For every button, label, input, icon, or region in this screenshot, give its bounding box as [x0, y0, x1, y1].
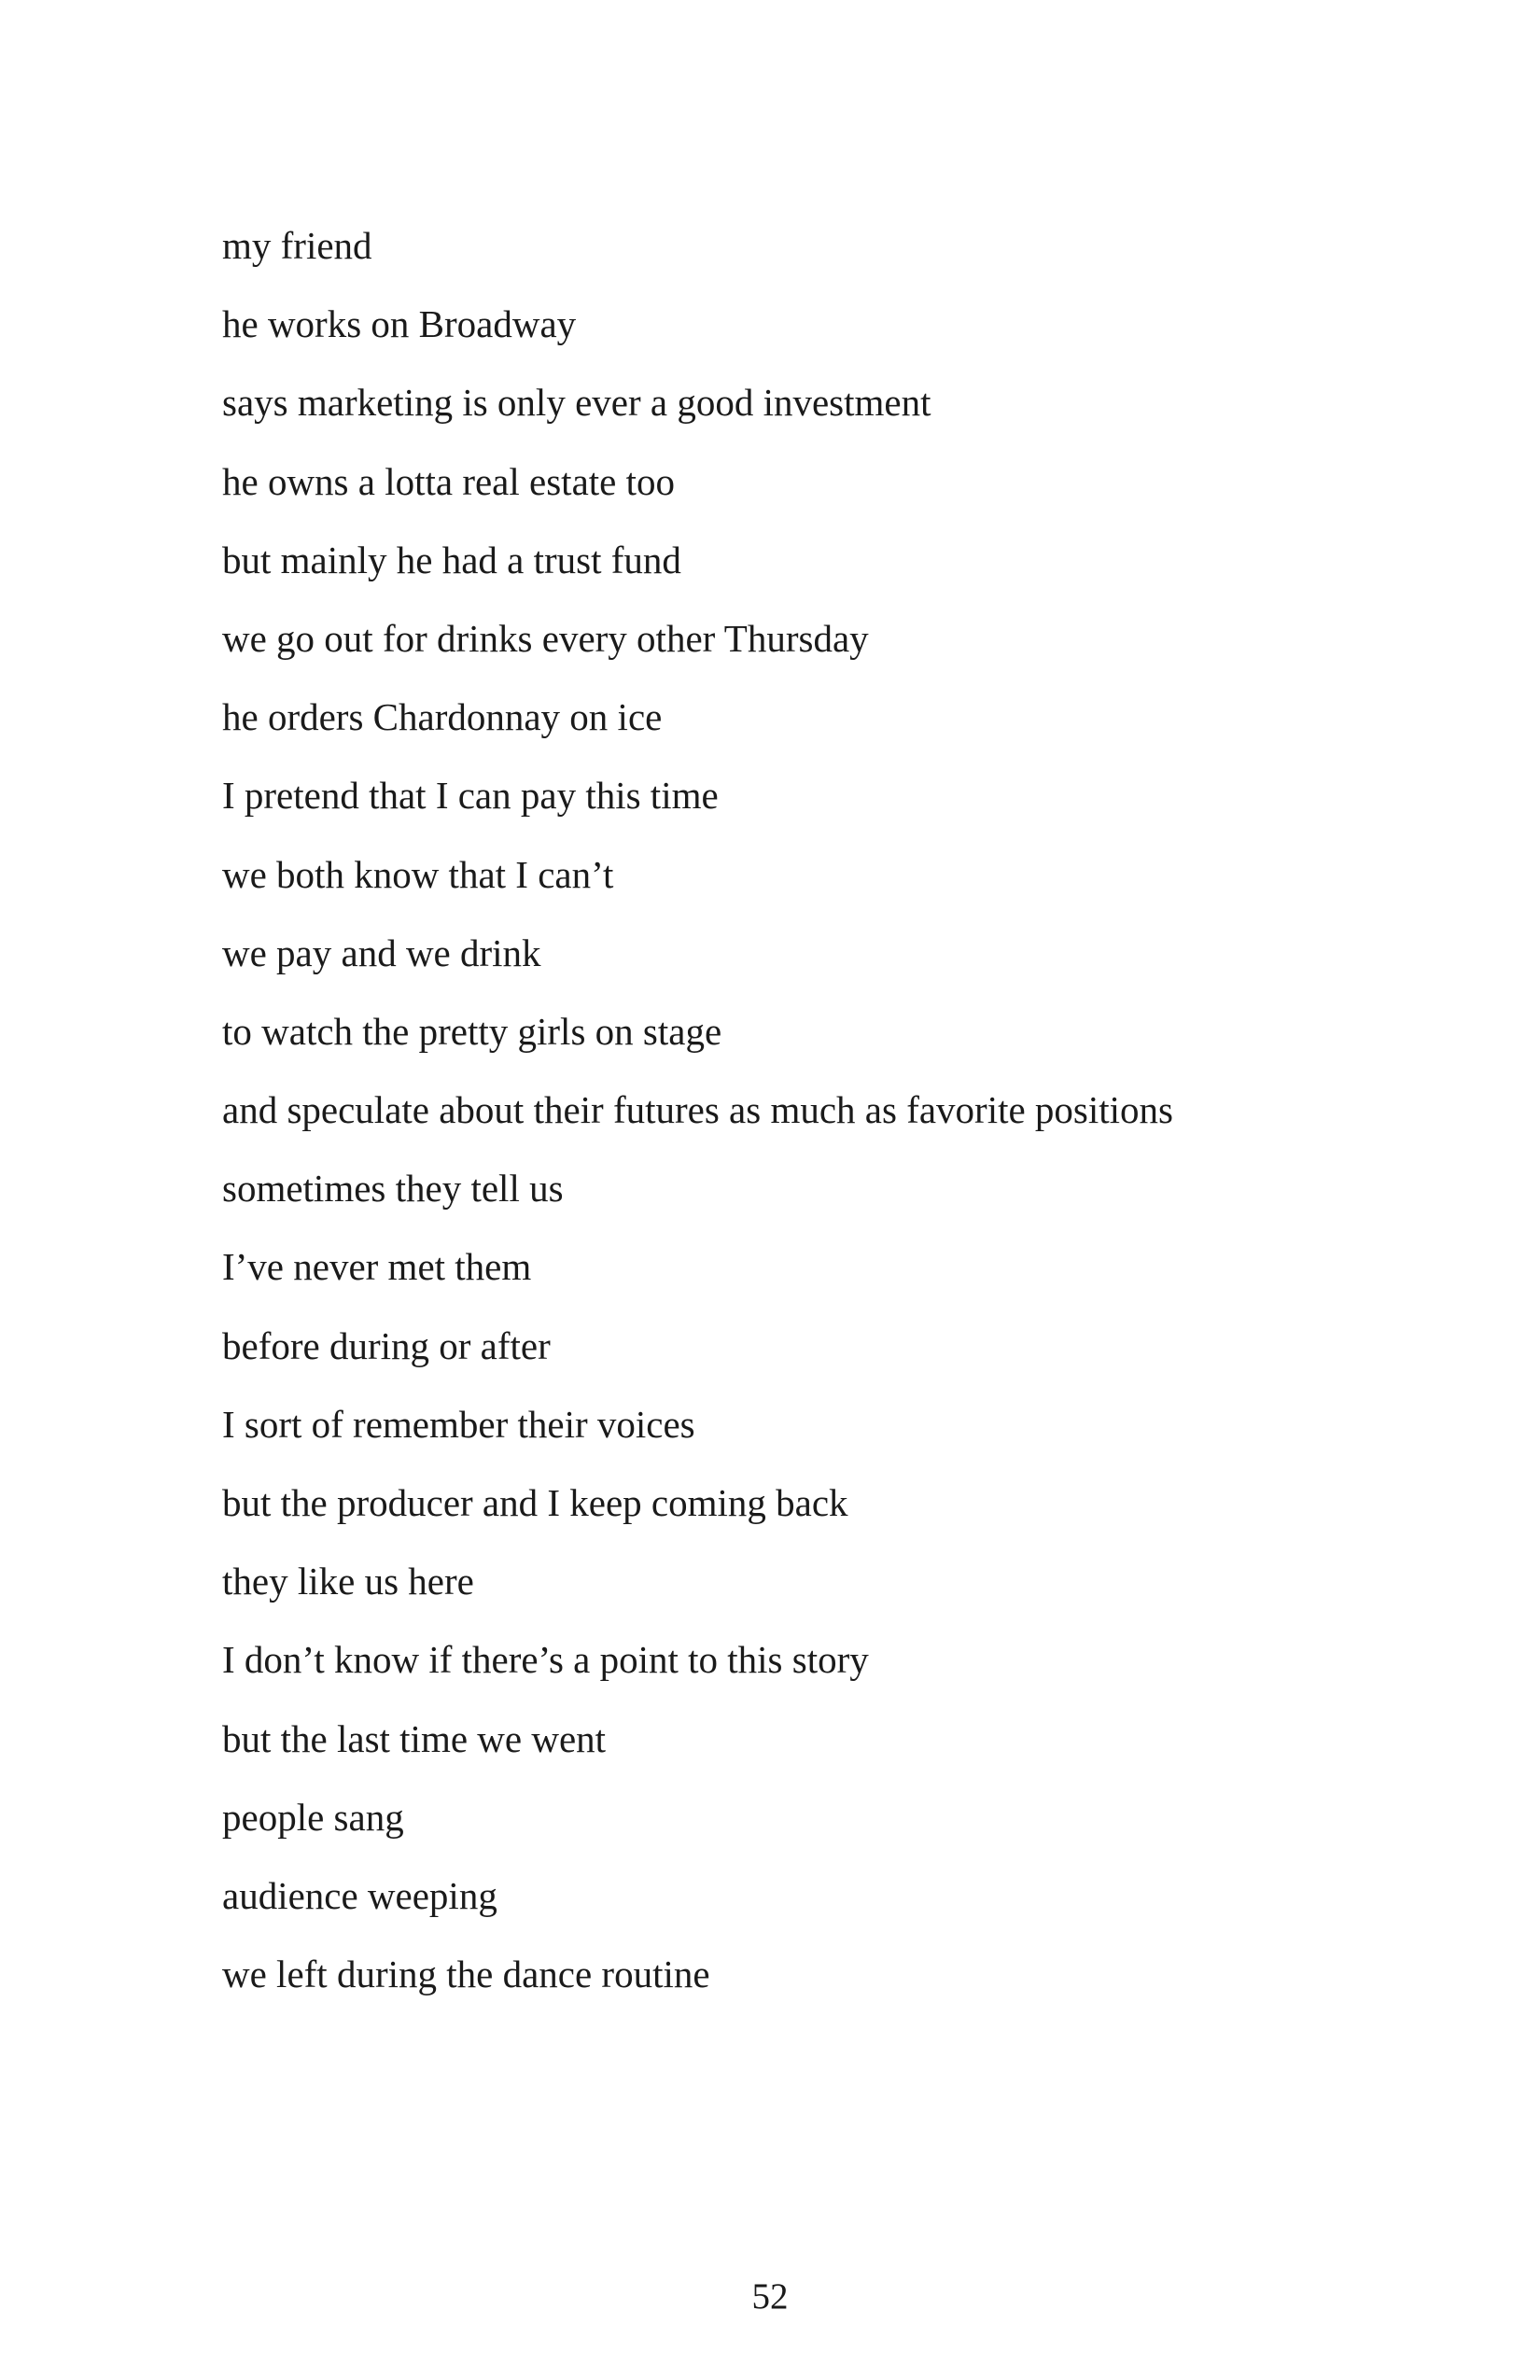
poem-line: but mainly he had a trust fund [222, 538, 681, 581]
poem-line: before during or after [222, 1323, 551, 1367]
poem-line: my friend [222, 224, 372, 267]
poem-line: but the producer and I keep coming back [222, 1481, 848, 1524]
poem-line: he works on Broadway [222, 302, 577, 346]
poem-line: says marketing is only ever a good investment [222, 381, 931, 425]
poem-line: we both know that I can’t [222, 852, 614, 896]
poem-line: to watch the pretty girls on stage [222, 1009, 722, 1053]
poem-line: but the last time we went [222, 1716, 607, 1760]
poem-line: I’ve never met them [222, 1245, 532, 1289]
poem-line: we left during the dance routine [222, 1953, 710, 1996]
poem-line: I pretend that I can pay this time [222, 774, 719, 818]
poem-line: he owns a lotta real estate too [222, 459, 675, 503]
poem-line: we go out for drinks every other Thursday [222, 616, 869, 660]
poem-line: we pay and we drink [222, 931, 541, 974]
poem-line: I don’t know if there’s a point to this story [222, 1638, 869, 1682]
poem-line: he orders Chardonnay on ice [222, 695, 663, 739]
page-number: 52 [751, 2276, 789, 2317]
poem-line: I sort of remember their voices [222, 1402, 695, 1446]
poem-line: they like us here [222, 1560, 474, 1603]
poem-body [222, 213, 1173, 2020]
poem-line: and speculate about their futures as much as favorite positions [222, 1088, 1174, 1132]
poem-line: people sang [222, 1795, 404, 1839]
poem-line: audience weeping [222, 1873, 497, 1917]
poem-line: sometimes they tell us [222, 1167, 564, 1211]
